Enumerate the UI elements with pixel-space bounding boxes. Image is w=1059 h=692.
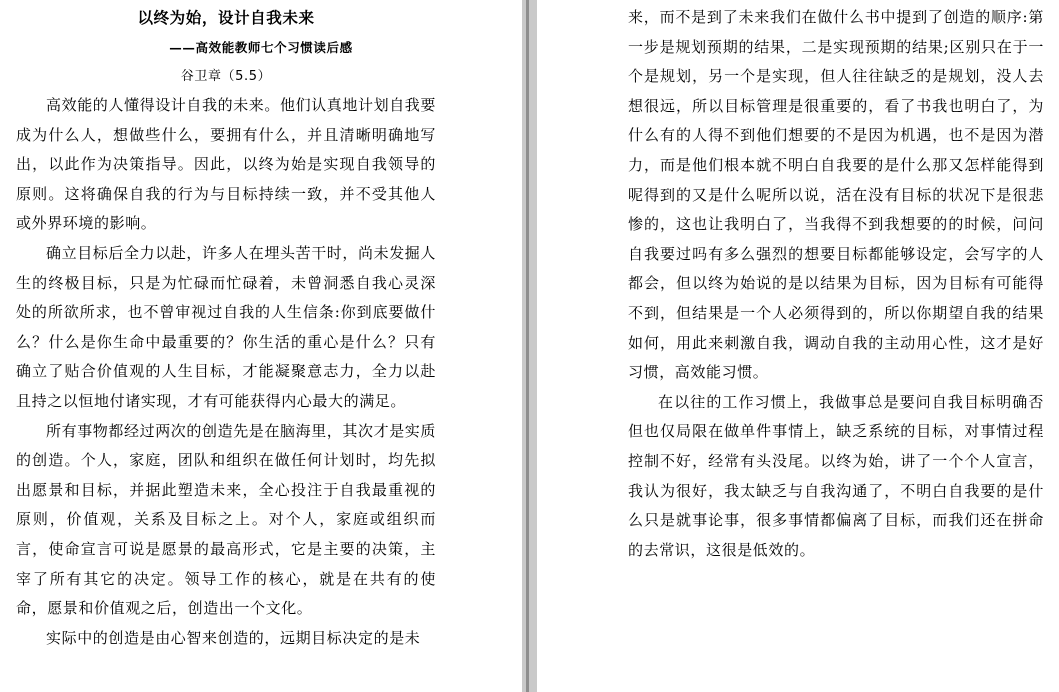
right-page — [537, 0, 1059, 692]
paragraph: 在以往的工作习惯上，我做事总是要问自我目标明确否但也仅局限在做单件事情上，缺乏系统的目标，对事情过程控制不好，经常有头没尾。以终为始，讲了一个个人宣言，我认为很好，我太缺乏与自我沟通了，不明白自我要的是什么只是就事论事，很多事情都偏离了目标，而我们还在拼命的去常识，这很是低效的。 — [628, 392, 1044, 559]
paragraph: 实际中的创造是由心智来创造的，远期目标决定的是未 — [46, 628, 421, 647]
page-divider — [526, 0, 529, 692]
paragraph: 确立目标后全力以赴，许多人在埋头苦干时，尚未发掘人生的终极目标，只是为忙碌而忙碌着，未曾洞悉自我心灵深处的所欲所求，也不曾审视过自我的人生信条:你到底要做什么？什么是你生命中最重要的？你生活的重心是什么？只有确立了贴合价值观的人生目标，才能凝聚意志力，全力以赴且持之以恒地付诸实现，才有可能获得内心最大的满足。 — [16, 243, 437, 410]
left-page-content — [16, 0, 436, 653]
author-line: 谷卫章（5.5） — [180, 69, 272, 84]
right-page-content — [628, 3, 1044, 565]
left-page — [0, 0, 522, 692]
paragraph: 所有事物都经过两次的创造先是在脑海里，其次才是实质的创造。个人，家庭，团队和组织在做任何计划时，均先拟出愿景和目标，并据此塑造未来，全心投注于自我最重视的原则，价值观，关系及目标之上。对个人，家庭或组织而言，使命宣言可说是愿景的最高形式，它是主要的决策，主宰了所有其它的决定。领导工作的核心，就是在共有的使命，愿景和价值观之后，创造出一个文化。 — [16, 421, 437, 618]
document-subtitle: ——高效能教师七个习惯读后感 — [169, 40, 353, 55]
paragraph: 来，而不是到了未来我们在做什么书中提到了创造的顺序:第一步是规划预期的结果，二是实现预期的结果;区别只在于一个是规划，另一个是实现，但人往往缺乏的是规划，没人去想很远，所以目标管理是很重要的，看了书我也明白了，为什么有的人得不到他们想要的不是因为机遇，也不是因为潜力，而是他们根本就不明白自我要的是什么那又怎样能得到呢得到的又是什么呢所以说，活在没有目标的状况下是很悲惨的，这也让我明白了，当我得不到我想要的的时候，问问自我要过吗有多么强烈的想要目标都能够设定，会写字的人都会，但以终为始说的是以结果为目标，因为目标有可能得不到，但结果是一个人必须得到的，所以你期望自我的结果如何，用此来刺激自我，调动自我的主动用心性，这才是好习惯，高效能习惯。 — [628, 8, 1044, 382]
page-gutter — [522, 0, 537, 692]
paragraph: 高效能的人懂得设计自我的未来。他们认真地计划自我要成为什么人，想做些什么，要拥有什么，并且清晰明确地写出，以此作为决策指导。因此，以终为始是实现自我领导的原则。这将确保自我的行为与目标持续一致，并不受其他人或外界环境的影响。 — [16, 96, 437, 233]
document-title: 以终为始，设计自我未来 — [137, 9, 315, 27]
